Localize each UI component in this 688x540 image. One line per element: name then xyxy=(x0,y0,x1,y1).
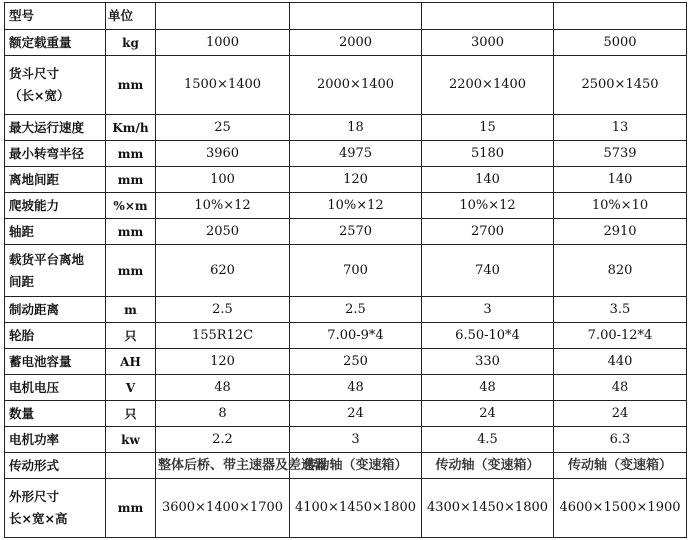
value-cell: 4300×1450×1800 xyxy=(422,479,554,538)
row-unit: mm xyxy=(106,245,156,297)
value-cell: 700 xyxy=(290,245,422,297)
header-model-cell xyxy=(422,3,554,30)
value-cell: 24 xyxy=(422,401,554,427)
value-cell: 2.5 xyxy=(290,297,422,323)
value-cell: 2200×1400 xyxy=(422,56,554,115)
value-cell: 25 xyxy=(156,115,290,141)
row-unit: m xyxy=(106,297,156,323)
row-unit: mm xyxy=(106,167,156,193)
value-cell: 48 xyxy=(422,375,554,401)
value-cell: 440 xyxy=(554,349,687,375)
value-cell: 4.5 xyxy=(422,427,554,453)
value-cell: 5180 xyxy=(422,141,554,167)
row-label-line: 传动形式 xyxy=(9,457,60,473)
row-unit: mm xyxy=(106,56,156,115)
value-cell: 6.3 xyxy=(554,427,687,453)
value-cell: 2910 xyxy=(554,219,687,245)
table-row xyxy=(5,401,687,427)
header-model-cell xyxy=(156,3,290,30)
row-label xyxy=(5,167,106,193)
value-cell: 330 xyxy=(422,349,554,375)
row-unit: V xyxy=(106,375,156,401)
row-label xyxy=(5,323,106,349)
table-row xyxy=(5,479,687,538)
value-cell: 2000 xyxy=(290,30,422,56)
value-cell: 15 xyxy=(422,115,554,141)
table-row xyxy=(5,30,687,56)
table-row xyxy=(5,245,687,297)
value-cell: 620 xyxy=(156,245,290,297)
row-label xyxy=(5,427,106,453)
value-cell: 2500×1450 xyxy=(554,56,687,115)
table-row xyxy=(5,375,687,401)
value-cell: 5000 xyxy=(554,30,687,56)
value-cell: 2570 xyxy=(290,219,422,245)
row-label-line: 离地间距 xyxy=(9,171,60,187)
value-cell: 7.00-9*4 xyxy=(290,323,422,349)
value-cell: 整体后桥、带主速器及差速器 xyxy=(156,453,290,479)
value-cell: 传动轴（变速箱） xyxy=(422,453,554,479)
row-label xyxy=(5,30,106,56)
value-cell: 3960 xyxy=(156,141,290,167)
value-cell: 10%×12 xyxy=(422,193,554,219)
row-unit xyxy=(106,453,156,479)
table-row xyxy=(5,349,687,375)
row-label xyxy=(5,219,106,245)
value-cell: 传动轴（变速箱） xyxy=(554,453,687,479)
row-label xyxy=(5,453,106,479)
value-cell: 2.2 xyxy=(156,427,290,453)
row-label xyxy=(5,375,106,401)
value-cell: 4100×1450×1800 xyxy=(290,479,422,538)
row-unit: kg xyxy=(106,30,156,56)
value-cell: 24 xyxy=(554,401,687,427)
table-row xyxy=(5,193,687,219)
value-cell: 传动轴（变速箱） xyxy=(290,453,422,479)
value-cell: 250 xyxy=(290,349,422,375)
header-unit-label: 单位 xyxy=(106,3,156,30)
value-cell: 3600×1400×1700 xyxy=(156,479,290,538)
value-cell: 120 xyxy=(290,167,422,193)
row-unit: mm xyxy=(106,219,156,245)
table-row xyxy=(5,141,687,167)
header-model-label: 型号 xyxy=(5,3,106,30)
row-unit: mm xyxy=(106,141,156,167)
row-label-line: 最大运行速度 xyxy=(9,119,85,135)
value-cell: 48 xyxy=(156,375,290,401)
row-label-line: 制动距离 xyxy=(9,301,60,317)
row-label xyxy=(5,141,106,167)
row-label-line: 轮胎 xyxy=(9,327,35,343)
value-cell: 3.5 xyxy=(554,297,687,323)
row-label xyxy=(5,115,106,141)
value-cell: 48 xyxy=(554,375,687,401)
value-cell: 120 xyxy=(156,349,290,375)
row-label xyxy=(5,245,106,297)
value-cell: 140 xyxy=(554,167,687,193)
table-row xyxy=(5,323,687,349)
row-label-line: 间距 xyxy=(9,273,35,289)
value-cell: 2.5 xyxy=(156,297,290,323)
value-cell: 100 xyxy=(156,167,290,193)
row-label-line: （长×宽） xyxy=(9,88,70,103)
value-cell: 820 xyxy=(554,245,687,297)
row-unit: mm xyxy=(106,479,156,538)
value-cell: 2000×1400 xyxy=(290,56,422,115)
row-label-line: 外形尺寸 xyxy=(9,489,60,504)
row-unit: 只 xyxy=(106,401,156,427)
row-label-line: 载货平台离地 xyxy=(9,251,85,267)
table-row xyxy=(5,167,687,193)
row-label xyxy=(5,193,106,219)
table-row xyxy=(5,56,687,115)
row-label-line: 货斗尺寸 xyxy=(9,66,60,81)
row-label xyxy=(5,56,106,115)
value-cell: 5739 xyxy=(554,141,687,167)
table-row xyxy=(5,427,687,453)
row-label xyxy=(5,297,106,323)
row-unit: 只 xyxy=(106,323,156,349)
value-cell: 48 xyxy=(290,375,422,401)
value-cell: 2700 xyxy=(422,219,554,245)
value-cell: 140 xyxy=(422,167,554,193)
row-unit: kw xyxy=(106,427,156,453)
row-label-line: 爬坡能力 xyxy=(9,197,60,213)
table-row xyxy=(5,453,687,479)
value-cell: 10%×12 xyxy=(156,193,290,219)
row-label-line: 电机电压 xyxy=(9,379,60,395)
row-label-line: 电机功率 xyxy=(9,431,60,447)
row-unit: Km/h xyxy=(106,115,156,141)
value-cell: 740 xyxy=(422,245,554,297)
value-cell: 4600×1500×1900 xyxy=(554,479,687,538)
value-cell: 155R12C xyxy=(156,323,290,349)
value-cell: 3 xyxy=(290,427,422,453)
value-cell: 13 xyxy=(554,115,687,141)
row-label xyxy=(5,349,106,375)
value-cell: 1000 xyxy=(156,30,290,56)
row-label-line: 轴距 xyxy=(9,223,35,239)
value-cell: 8 xyxy=(156,401,290,427)
value-cell: 1500×1400 xyxy=(156,56,290,115)
spec-table-body xyxy=(5,3,687,538)
value-cell: 3 xyxy=(422,297,554,323)
row-label-line: 额定载重量 xyxy=(9,34,72,50)
row-label xyxy=(5,479,106,538)
header-model-cell xyxy=(554,3,687,30)
table-row xyxy=(5,219,687,245)
row-unit: %×m xyxy=(106,193,156,219)
table-row xyxy=(5,115,687,141)
row-label xyxy=(5,401,106,427)
value-cell: 18 xyxy=(290,115,422,141)
value-cell: 7.00-12*4 xyxy=(554,323,687,349)
row-label-line: 长×宽×高 xyxy=(9,511,68,526)
header-model-cell xyxy=(290,3,422,30)
spec-table xyxy=(4,2,687,538)
value-cell: 4975 xyxy=(290,141,422,167)
row-label-line: 数量 xyxy=(9,405,35,421)
row-label-line: 最小转弯半径 xyxy=(9,145,85,161)
row-label-line: 蓄电池容量 xyxy=(9,353,72,369)
table-row xyxy=(5,297,687,323)
value-cell: 10%×10 xyxy=(554,193,687,219)
value-cell: 3000 xyxy=(422,30,554,56)
value-cell: 6.50-10*4 xyxy=(422,323,554,349)
row-unit: AH xyxy=(106,349,156,375)
header-row xyxy=(5,3,687,30)
value-cell: 10%×12 xyxy=(290,193,422,219)
value-cell: 24 xyxy=(290,401,422,427)
value-cell: 2050 xyxy=(156,219,290,245)
